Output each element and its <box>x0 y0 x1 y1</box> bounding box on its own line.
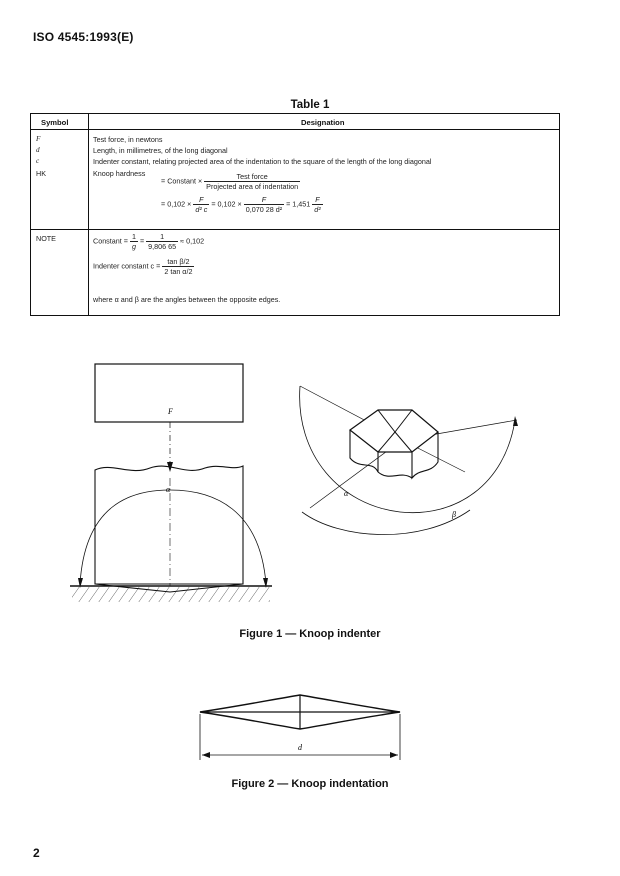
note-where: where α and β are the angles between the opposite edges. <box>93 295 281 304</box>
label-force: F <box>168 407 173 416</box>
note-eq: = <box>139 236 145 246</box>
hk-frac3-numerator: F <box>244 196 284 205</box>
designation-c: Indenter constant, relating projected area of the indentation to the square of the length of the long diagonal <box>93 157 432 166</box>
hk-frac2-denominator: d² c <box>195 205 208 215</box>
alpha2-arc <box>302 510 470 535</box>
label-beta: β <box>452 510 456 519</box>
label-alpha: α <box>166 485 171 494</box>
hk-mid1: = 0,102 × <box>211 199 242 209</box>
figure2-caption: Figure 2 — Knoop indentation <box>231 778 389 790</box>
note-label: NOTE <box>36 234 56 243</box>
note-ic-numerator: tan β/2 <box>162 258 194 267</box>
hk-line2-start: = 0,102 × <box>161 199 192 209</box>
designation-hk: Knoop hardness <box>93 169 146 178</box>
page-number: 2 <box>33 846 40 860</box>
workpiece-hatching <box>72 587 270 602</box>
symbol-hk: HK <box>36 169 46 178</box>
designation-f: Test force, in newtons <box>93 135 163 144</box>
beta-arc-arrow <box>513 416 518 426</box>
hk-frac2-numerator: F <box>193 196 209 205</box>
hk-frac3-denominator: 0,070 28 d² <box>245 205 283 215</box>
table-title: Table 1 <box>290 99 330 111</box>
col-header-designation: Designation <box>301 118 345 127</box>
note-approx: ≈ 0,102 <box>180 236 205 246</box>
hk-eq-constant: = Constant × <box>161 176 203 186</box>
note-constant-label: Constant = <box>93 236 128 246</box>
hk-mid2: = 1,451 <box>286 199 311 209</box>
hk-frac1-denominator: Projected area of indentation <box>206 182 299 192</box>
hk-frac1-numerator: Test force <box>204 173 300 182</box>
hk-frac4-numerator: F <box>312 196 322 205</box>
symbol-d: d <box>36 146 40 154</box>
label-alpha-3d: α <box>344 489 349 498</box>
figure1-caption: Figure 1 — Knoop indenter <box>239 628 381 640</box>
symbol-f: F <box>36 135 41 143</box>
symbol-c: c <box>36 157 40 165</box>
note-frac1-denominator: g <box>131 242 136 252</box>
label-d: d <box>298 743 302 752</box>
note-frac1-numerator: 1 <box>131 232 136 241</box>
designation-d: Length, in millimetres, of the long diagonal <box>93 146 228 155</box>
indenter-body <box>95 466 243 584</box>
note-ic-denominator: 2 tan α/2 <box>164 267 193 277</box>
alpha-arc <box>80 490 266 584</box>
col-header-symbol: Symbol <box>41 118 69 127</box>
dimension-arrow-right <box>390 752 398 758</box>
dimension-arrow-left <box>202 752 210 758</box>
note-frac2-denominator: 9,806 65 <box>148 242 177 252</box>
hk-frac4-denominator: d² <box>314 205 321 215</box>
document-header: ISO 4545:1993(E) <box>33 30 134 44</box>
note-frac2-numerator: 1 <box>146 233 178 242</box>
note-indenter-label: Indenter constant c = <box>93 261 161 271</box>
